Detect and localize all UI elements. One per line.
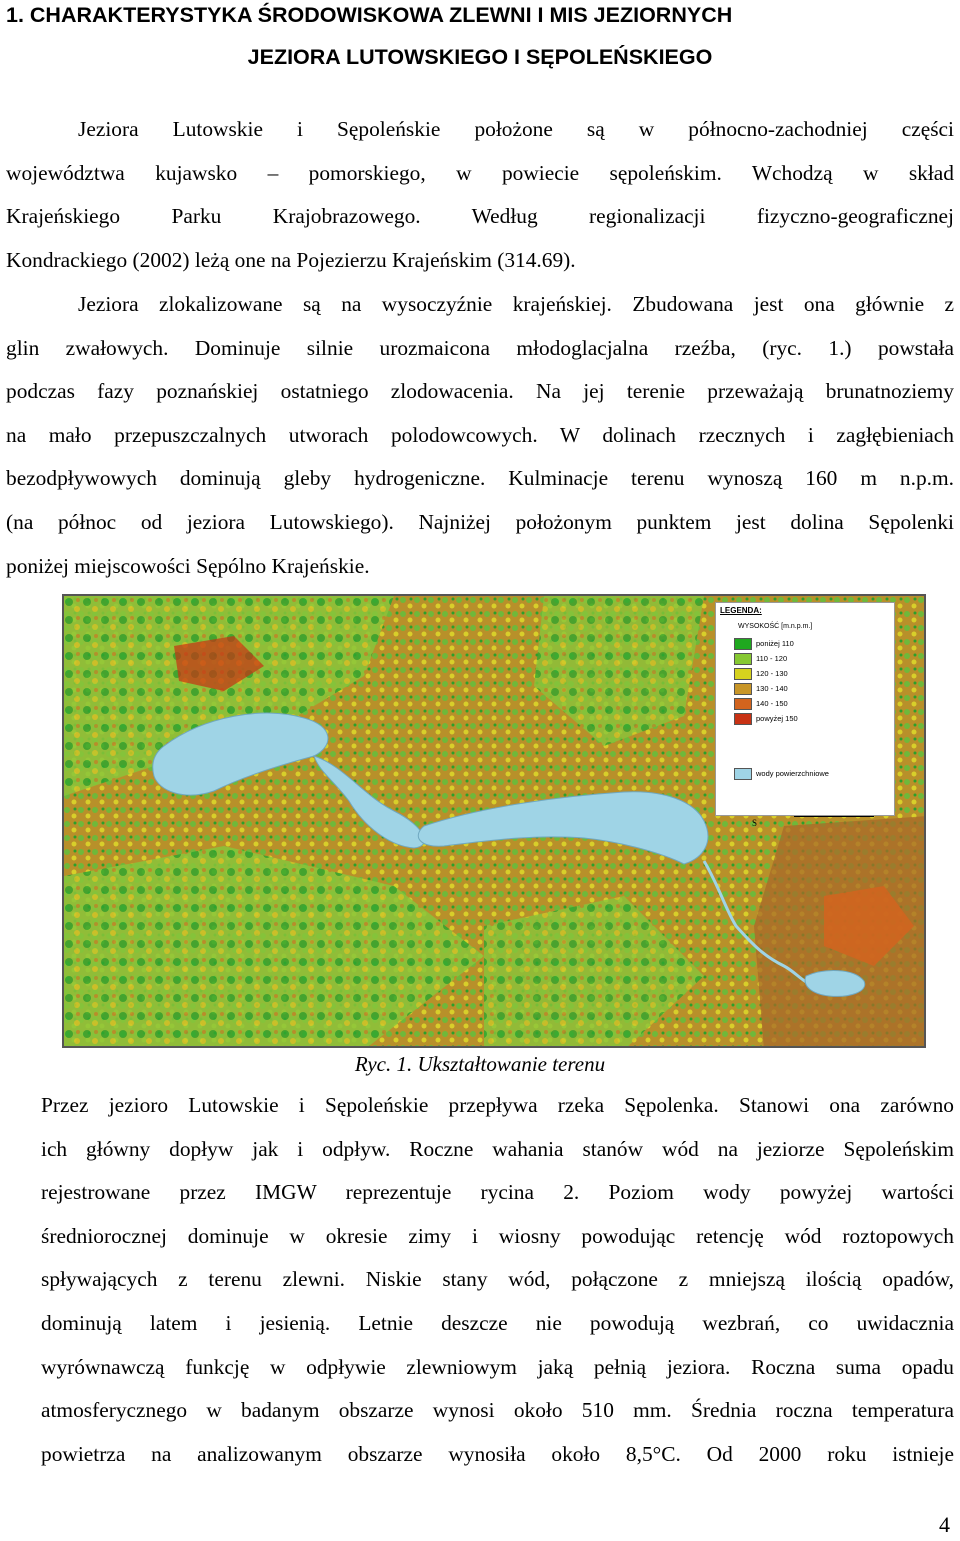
paragraph-2-line: poniżej miejscowości Sępólno Krajeńskie.: [6, 553, 370, 578]
legend-item: [734, 637, 794, 650]
paragraph-3-line: atmosferycznego w badanym obszarze wynosi około 510 mm. Średnia roczna temperatura: [41, 1398, 954, 1423]
legend-subtitle: WYSOKOŚĆ [m.n.p.m.]: [738, 623, 813, 630]
page-number: 4: [939, 1512, 950, 1537]
paragraph-3-line: średniorocznej dominuje w okresie zimy i wiosny powodując retencję wód roztopowych: [41, 1223, 954, 1248]
paragraph-2-line: podczas fazy poznańskiej ostatniego zlodowacenia. Na jej terenie przeważają brunatnoziemy: [6, 379, 954, 404]
legend-label: powyżej 150: [756, 714, 798, 723]
legend-swatch: [734, 713, 752, 725]
paragraph-2-line: na mało przepuszczalnych utworach polodowcowych. W dolinach rzecznych i zagłębieniach: [6, 422, 954, 447]
legend-title: LEGENDA:: [720, 606, 762, 615]
paragraph-3-line: ich główny dopływ jak i odpływ. Roczne wahania stanów wód na jeziorze Sępoleńskim: [41, 1136, 954, 1161]
terrain-map-figure: [62, 594, 926, 1048]
paragraph-3-line: rejestrowane przez IMGW reprezentuje rycina 2. Poziom wody powyżej wartości: [41, 1180, 954, 1205]
legend-label: 130 - 140: [756, 684, 788, 693]
paragraph-2-line: Jeziora zlokalizowane są na wysoczyźnie krajeńskiej. Zbudowana jest ona głównie z: [78, 292, 954, 316]
legend-item: [734, 652, 787, 665]
legend-swatch: [734, 653, 752, 665]
legend-swatch: [734, 638, 752, 650]
section-heading-line-2: JEZIORA LUTOWSKIEGO I SĘPOLEŃSKIEGO: [247, 45, 713, 69]
paragraph-3-line: Przez jezioro Lutowskie i Sępoleńskie przepływa rzeka Sępolenka. Stanowi ona zarówno: [41, 1093, 954, 1117]
paragraph-1: [6, 108, 954, 282]
paragraph-2-line: (na północ od jeziora Lutowskiego). Najniżej położonym punktem jest dolina Sępolenki: [6, 509, 954, 534]
legend-swatch: [734, 698, 752, 710]
paragraph-2-line: bezodpływowych dominują gleby hydrogeniczne. Kulminacje terenu wynoszą 160 m n.p.m.: [6, 466, 954, 491]
legend-swatch: [734, 683, 752, 695]
paragraph-3: [41, 1084, 954, 1476]
legend-swatch: [734, 768, 752, 780]
paragraph-1-line: Jeziora Lutowskie i Sępoleńskie położone są w północno-zachodniej części: [78, 117, 954, 141]
paragraph-2: [6, 283, 954, 588]
legend-item: [734, 712, 798, 725]
paragraph-3-line: wyrównawczą funkcję w odpływie zlewniowym jaką pełnią jeziora. Roczna suma opadu: [41, 1354, 954, 1379]
paragraph-1-line: województwa kujawsko – pomorskiego, w powiecie sępoleńskim. Wchodzą w skład: [6, 160, 954, 185]
legend-label: wody powierzchniowe: [756, 769, 829, 778]
legend-label: 110 - 120: [756, 654, 788, 663]
legend-label: 140 - 150: [756, 699, 788, 708]
map-legend: [715, 602, 895, 816]
legend-label: 120 - 130: [756, 669, 788, 678]
section-heading-line-1: 1. CHARAKTERYSTYKA ŚRODOWISKOWA ZLEWNI I MIS JEZIORNYCH: [6, 3, 733, 27]
legend-item: [734, 767, 829, 780]
paragraph-2-line: glin zwałowych. Dominuje silnie urozmaicona młodoglacjalna rzeźba, (ryc. 1.) powstała: [6, 335, 954, 360]
legend-item: [734, 697, 788, 710]
compass-s-label: S: [752, 818, 758, 828]
paragraph-3-line: spływających z terenu zlewni. Niskie stany wód, połączone z mniejszą ilością opadów,: [41, 1267, 954, 1292]
legend-label: poniżej 110: [756, 639, 794, 648]
paragraph-1-line: Krajeńskiego Parku Krajobrazowego. Według regionalizacji fizyczno-geograficznej: [6, 204, 954, 229]
paragraph-1-line: Kondrackiego (2002) leżą one na Pojezierzu Krajeńskim (314.69).: [6, 247, 576, 272]
legend-swatch: [734, 668, 752, 680]
figure-caption: Ryc. 1. Ukształtowanie terenu: [354, 1052, 606, 1076]
legend-item: [734, 682, 788, 695]
paragraph-3-line: powietrza na analizowanym obszarze wynosiła około 8,5°C. Od 2000 roku istnieje: [41, 1441, 954, 1466]
legend-item: [734, 667, 788, 680]
paragraph-3-line: dominują latem i jesienią. Letnie deszcze nie powodują wezbrań, co uwidacznia: [41, 1310, 954, 1335]
